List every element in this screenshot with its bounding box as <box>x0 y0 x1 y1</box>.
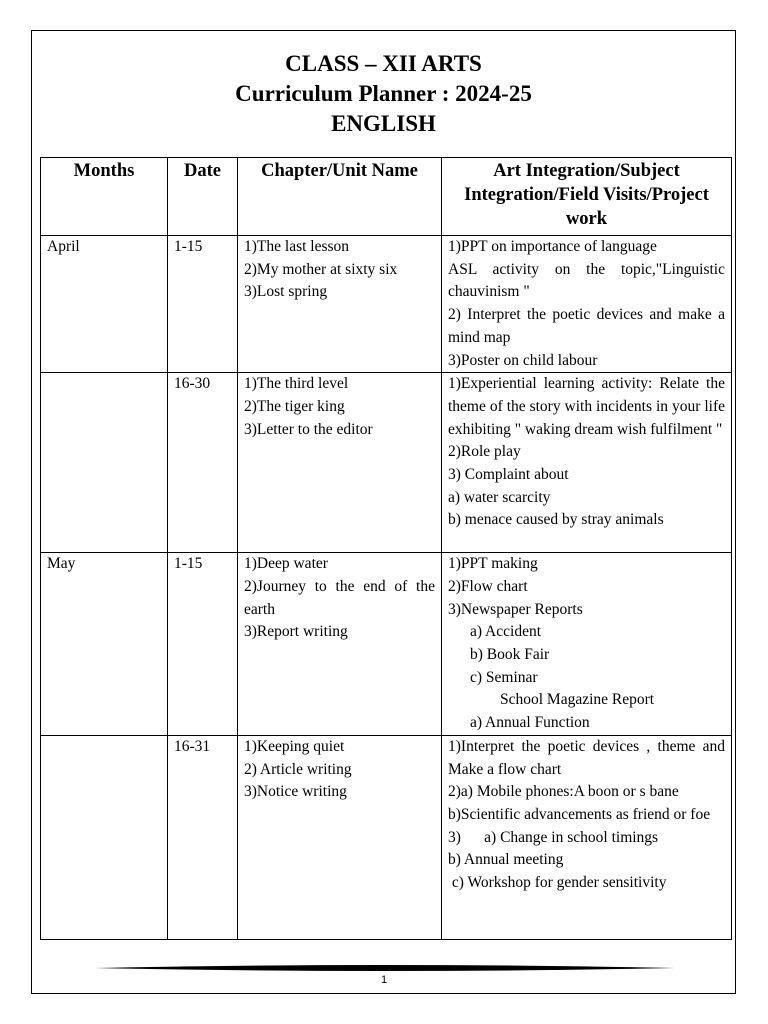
activity-subitem: School Magazine Report <box>500 691 655 709</box>
activity-subitem: a) Annual Function <box>470 714 590 732</box>
month-cell <box>41 735 168 939</box>
activity-item: 2)a) Mobile phones:A boon or s bane <box>448 783 679 801</box>
date-cell: 1-15 <box>168 236 238 373</box>
document-header <box>32 49 735 139</box>
chapter-cell <box>238 553 442 736</box>
activity-item: 3) a) Change in school timings <box>448 828 659 846</box>
table-header-row <box>41 158 732 236</box>
page-number: 1 <box>380 974 388 986</box>
column-header-chapter: Chapter/Unit Name <box>238 158 442 236</box>
chapter-item: 2)My mother at sixty six <box>244 260 398 278</box>
chapter-item: 3)Report writing <box>244 623 348 641</box>
activity-item: a) water scarcity <box>448 488 551 506</box>
chapter-item: 2) Article writing <box>244 760 352 778</box>
table-row <box>41 236 732 373</box>
activity-item: b) menace caused by stray animals <box>448 511 664 529</box>
activity-cell <box>442 236 732 373</box>
activity-cell <box>442 735 732 939</box>
chapter-item: 2)The tiger king <box>244 397 345 415</box>
chapter-item: 1)Deep water <box>244 555 328 573</box>
chapter-item: 1)The last lesson <box>244 238 350 255</box>
activity-item: 1)PPT on importance of language <box>448 238 657 255</box>
activity-item: b) Annual meeting <box>448 851 564 869</box>
chapter-cell <box>238 373 442 553</box>
activity-item: ASL activity on the topic,"Linguistic chauvinism " <box>448 260 725 301</box>
activity-item: 3) Complaint about <box>448 466 569 484</box>
date-cell: 16-30 <box>168 373 238 553</box>
chapter-cell <box>238 236 442 373</box>
column-header-activities: Art Integration/Subject Integration/Field Visits/Project work <box>442 158 732 236</box>
chapter-cell <box>238 735 442 939</box>
date-cell: 1-15 <box>168 553 238 736</box>
activity-subitem: b) Book Fair <box>470 646 550 664</box>
activity-subitem: a) Accident <box>470 623 542 641</box>
curriculum-table <box>40 157 732 940</box>
activity-item: 2) Interpret the poetic devices and make a mind map <box>448 306 725 346</box>
table-row <box>41 553 732 736</box>
activity-item: 3)Poster on child labour <box>448 351 598 369</box>
date-cell: 16-31 <box>168 735 238 939</box>
month-cell <box>41 373 168 553</box>
activity-item: 1)PPT making <box>448 555 538 573</box>
chapter-item: 3)Lost spring <box>244 283 328 301</box>
activity-subitem: c) Seminar <box>470 668 538 686</box>
activity-cell <box>442 373 732 553</box>
month-cell: April <box>41 236 168 373</box>
class-title: CLASS – XII ARTS <box>285 51 482 76</box>
activity-item: 1)Interpret the poetic devices , theme and Make a flow chart <box>448 737 725 778</box>
table-row <box>41 735 732 939</box>
planner-title: Curriculum Planner : 2024-25 <box>235 81 532 106</box>
subject-title: ENGLISH <box>331 111 436 136</box>
month-cell: May <box>41 553 168 736</box>
activity-cell <box>442 553 732 736</box>
activity-item: 2)Flow chart <box>448 577 528 595</box>
activity-item: 2)Role play <box>448 443 521 461</box>
column-header-months: Months <box>41 158 168 236</box>
chapter-item: 2)Journey to the end of the earth <box>244 577 435 618</box>
activity-item: 3)Newspaper Reports <box>448 600 583 618</box>
chapter-item: 1)The third level <box>244 375 349 393</box>
chapter-item: 3)Letter to the editor <box>244 420 373 438</box>
activity-item: c) Workshop for gender sensitivity <box>448 874 667 892</box>
footer-divider <box>95 961 675 975</box>
column-header-date: Date <box>168 158 238 236</box>
activity-item: 1)Experiential learning activity: Relate the theme of the story with incidents in your life exhibiting " waking dream wish fulfilment " <box>448 375 725 438</box>
chapter-item: 3)Notice writing <box>244 783 347 801</box>
table-row <box>41 373 732 553</box>
chapter-item: 1)Keeping quiet <box>244 737 345 755</box>
activity-item: b)Scientific advancements as friend or foe <box>448 805 711 823</box>
